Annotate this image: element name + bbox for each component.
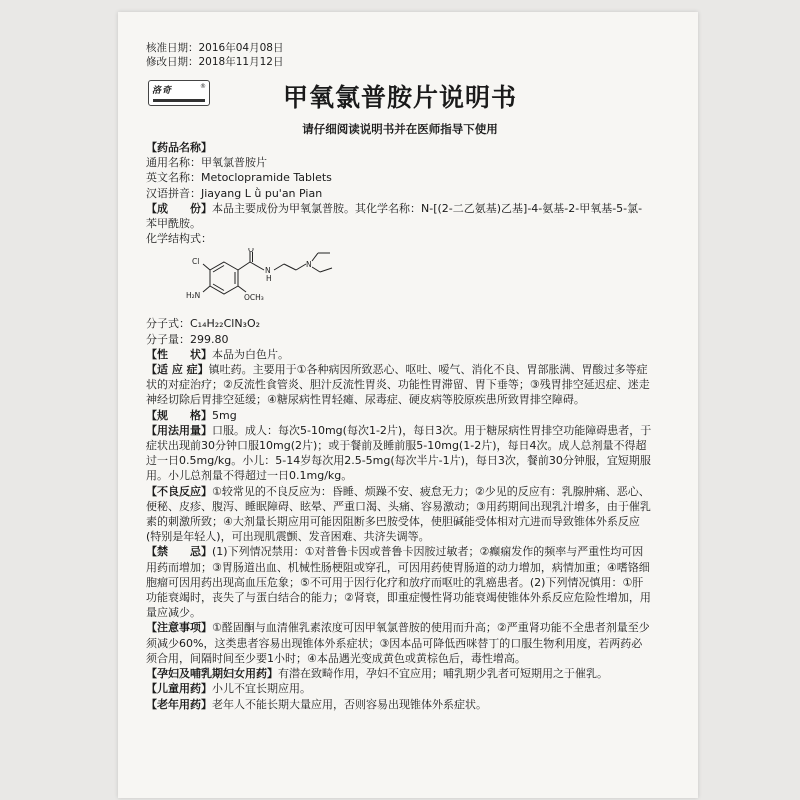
usage-text: 口服。成人：每次5-10mg(每次1-2片)，每日3次。用于糖尿病性胃排空功能障碍患者，于症状出现前30分钟口服10mg(2片)；或于餐前及睡前服5-10mg(1-2片)，每日4次。成人总剂量不得超过一日0.5mg/kg。小儿：5-14岁每次用2.5-5mg(每次半片-1片)，每日3次，餐前30分钟服，宜短期服用。小儿总剂量不得超过一日0.1mg/kg。 xyxy=(146,423,652,483)
chem-label-h2n: H₂N xyxy=(186,291,201,301)
molecular-weight: 分子量：299.80 xyxy=(146,332,229,346)
chem-label-cl: Cl xyxy=(192,257,200,267)
elderly-label: 【老年用药】 xyxy=(146,697,212,711)
section-spec xyxy=(146,408,652,423)
elderly-text: 老年人不能长期大量应用，否则容易出现锥体外系症状。 xyxy=(212,697,487,711)
section-caution xyxy=(146,620,652,666)
generic-name: 通用名称：甲氧氯普胺片 xyxy=(146,156,267,170)
registered-icon: ® xyxy=(200,83,206,90)
spec-text: 5mg xyxy=(212,408,237,422)
character-text: 本品为白色片。 xyxy=(212,347,289,361)
chem-label-amine-n: N xyxy=(306,260,312,270)
contra-text: (1)下列情况禁用：①对普鲁卡因或普鲁卡因胺过敏者；②癫痫发作的频率与严重性均可因用药而增加；③胃肠道出血、机械性肠梗阻或穿孔，可因用药使胃肠道的动力增加，病情加重；④嗜铬细胞瘤可因用药出现高血压危象；⑤不可用于因行化疗和放疗而呕吐的乳癌患者。(2)下列情况慎用：①肝功能衰竭时，丧失了与蛋白结合的能力；②肾衰，即重症慢性肾功能衰竭使锥体外系反应危险性增加，用量应减少。 xyxy=(146,545,651,620)
indication-text: 镇吐药。主要用于①各种病因所致恶心、呕吐、嗳气、消化不良、胃部胀满、胃酸过多等症状的对症治疗；②反流性食管炎、胆汁反流性胃炎、功能性胃滞留、胃下垂等；③残胃排空延迟症、迷走神经切除后胃排空延缓；④糖尿病性胃轻瘫、尿毒症、硬皮病等胶原疾患所致胃排空障碍。 xyxy=(146,363,650,407)
chem-label-och3: OCH₃ xyxy=(244,293,264,303)
revision-date: 修改日期：2018年11月12日 xyxy=(146,56,284,68)
chem-label-o: O xyxy=(248,248,254,255)
adverse-label: 【不良反应】 xyxy=(146,484,212,498)
character-label: 【性 状】 xyxy=(146,347,212,361)
structure-label: 化学结构式： xyxy=(146,232,212,246)
caution-label: 【注意事项】 xyxy=(146,621,212,635)
section-indication xyxy=(146,362,652,408)
pinyin-name: 汉语拼音：Jiayang L ǜ pu'an Pian xyxy=(146,186,323,200)
composition-text: 本品主要成份为甲氧氯普胺。其化学名称：N-[(2-二乙氨基)乙基]-4-氨基-2-甲氧基-5-氯-苯甲酰胺。 xyxy=(146,201,643,231)
children-label: 【儿童用药】 xyxy=(146,682,212,696)
children-text: 小儿不宜长期应用。 xyxy=(212,682,311,696)
section-character xyxy=(146,347,652,362)
english-name: 英文名称：Metoclopramide Tablets xyxy=(146,171,332,185)
contra-label: 【禁 忌】 xyxy=(146,545,212,559)
section-drug-name-heading: 【药品名称】 xyxy=(146,141,212,154)
adverse-text: ①较常见的不良反应为：昏睡、烦躁不安、疲怠无力；②少见的反应有：乳腺肿痛、恶心、便秘、皮疹、腹泻、睡眠障碍、眩晕、严重口渴、头痛、容易激动；③用药期间出现乳汁增多，由于催乳素的刺激所致；④大剂量长期应用可能因阻断多巴胺受体，使胆碱能受体相对亢进而导致锥体外系反应(特别是年轻人)，可出现肌震颤、发音困难、共济失调等。 xyxy=(146,484,651,544)
section-elderly xyxy=(146,697,652,712)
composition-label: 【成 份】 xyxy=(146,201,212,215)
chem-label-amide-n: N xyxy=(265,266,271,276)
approval-date: 核准日期：2016年04月08日 xyxy=(146,42,284,54)
document-subtitle: 请仔细阅读说明书并在医师指导下使用 xyxy=(302,122,498,136)
usage-label: 【用法用量】 xyxy=(146,423,212,437)
section-pregnancy xyxy=(146,666,652,681)
logo-text: 洛奇 xyxy=(152,86,173,96)
section-children xyxy=(146,681,652,696)
pregnancy-label: 【孕妇及哺乳期妇女用药】 xyxy=(146,667,278,681)
caution-text: ①醛固酮与血清催乳素浓度可因甲氧氯普胺的使用而升高；②严重肾功能不全患者剂量至少须减少60%，这类患者容易出现锥体外系症状；③因本品可降低西咪替丁的口服生物利用度，若两药必须合用，间隔时间至少要1小时；④本品遇光变成黄色或黄棕色后，毒性增高。 xyxy=(146,621,650,665)
indication-label: 【适 应 症】 xyxy=(146,363,209,377)
molecular-formula: 分子式：C₁₄H₂₂ClN₃O₂ xyxy=(146,317,261,331)
section-usage xyxy=(146,423,652,484)
section-composition xyxy=(146,201,652,231)
document-title: 甲氧氯普胺片说明书 xyxy=(282,83,517,112)
leaflet-content xyxy=(146,140,652,712)
chem-label-h: H xyxy=(266,274,272,284)
section-adverse xyxy=(146,484,652,545)
chemical-structure-diagram xyxy=(184,248,384,314)
pregnancy-text: 有潜在致畸作用，孕妇不宜应用；哺乳期少乳者可短期用之于催乳。 xyxy=(278,667,608,681)
section-contraindication xyxy=(146,544,652,620)
spec-label: 【规 格】 xyxy=(146,408,212,422)
